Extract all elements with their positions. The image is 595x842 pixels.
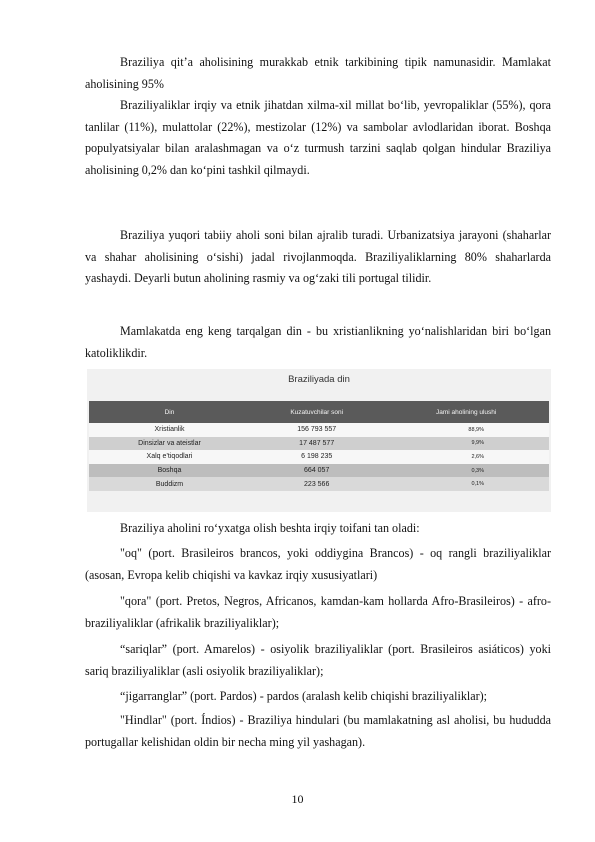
header-religion: Din <box>89 401 250 423</box>
table-row <box>89 423 549 437</box>
follower-count: 17 487 577 <box>250 437 383 451</box>
paragraph-category-black: "qora" (port. Pretos, Negros, Africanos, kamdan-kam hollarda Afro-Brasileiros) - afro-braziliyaliklar (afrikalik braziliyaliklar); <box>85 594 551 630</box>
population-share: 2,6% <box>383 450 549 464</box>
population-share: 9,9% <box>383 437 549 451</box>
header-share: Jami aholining ulushi <box>383 401 549 423</box>
follower-count: 156 793 557 <box>250 423 383 437</box>
paragraph-category-white: "oq" (port. Brasileiros brancos, yoki oddiygina Brancos) - oq rangli braziliyaliklar (asosan, Evropa kelib chiqishi va kavkaz irqiy xususiyatlari) <box>85 546 551 582</box>
paragraph-census-categories: Braziliya aholini ro‘yxatga olish beshta irqiy toifani tan oladi: <box>120 521 420 535</box>
paragraph-category-yellow: “sariqlar” (port. Amarelos) - osiyolik braziliyaliklar (port. Brasileiros asiáticos) yoki sariq braziliyaliklar (asli osiyolik braziliyaliklar); <box>85 642 551 678</box>
follower-count: 664 057 <box>250 464 383 478</box>
religion-table <box>89 401 549 491</box>
table-row <box>89 464 549 478</box>
table-title: Braziliyada din <box>288 374 350 385</box>
header-followers: Kuzatuvchilar soni <box>250 401 383 423</box>
population-share: 0,1% <box>383 477 549 491</box>
paragraph-ethnic-intro: Braziliya qit’a aholisining murakkab etnik tarkibining tipik namunasidir. Mamlakat aholisining 95% <box>85 55 551 91</box>
religion-name: Buddizm <box>89 477 250 491</box>
population-share: 0,3% <box>383 464 549 478</box>
follower-count: 223 566 <box>250 477 383 491</box>
religion-name: Xristianlik <box>89 423 250 437</box>
follower-count: 6 198 235 <box>250 450 383 464</box>
population-share: 88,9% <box>383 423 549 437</box>
paragraph-urbanization: Braziliya yuqori tabiiy aholi soni bilan ajralib turadi. Urbanizatsiya jarayoni (shaharlar va shahar aholisining o‘sishi) jadal rivojlanmoqda. Braziliyaliklarning 80% shaharlarda yashaydi. Deyarli butun aholining rasmiy va og‘zaki tili portugal tilidir. <box>85 228 551 286</box>
paragraph-ethnic-composition: Braziliyaliklar irqiy va etnik jihatdan xilma-xil millat bo‘lib, yevropaliklar (55%), qora tanlilar (11%), mulattolar (22%), mestizolar (12%) va sambolar avlodlaridan iborat. Boshqa populyatsiyalar bilan aralashmagan va o‘z turmush tarzini saqlab qolgan hindular Braziliya aholisining 0,2% dan ko‘pini tashkil qilmaydi. <box>85 98 551 177</box>
table-row <box>89 437 549 451</box>
religion-table-figure <box>87 369 551 512</box>
page-number: 10 <box>291 792 304 806</box>
religion-name: Xalq e’tiqodlari <box>89 450 250 464</box>
table-row <box>89 450 549 464</box>
religion-name: Boshqa <box>89 464 250 478</box>
table-header-row <box>89 401 549 423</box>
paragraph-category-indigenous: "Hindlar" (port. Índios) - Braziliya hindulari (bu mamlakatning asl aholisi, bu hududda portugallar kelishidan oldin bir necha ming yil yashagan). <box>85 713 551 749</box>
table-row <box>89 477 549 491</box>
paragraph-religion: Mamlakatda eng keng tarqalgan din - bu xristianlikning yo‘nalishlaridan biri bo‘lgan katoliklikdir. <box>85 324 551 360</box>
paragraph-category-brown: “jigarranglar” (port. Pardos) - pardos (aralash kelib chiqishi braziliyaliklar); <box>120 689 488 703</box>
religion-name: Dinsizlar va ateistlar <box>89 437 250 451</box>
